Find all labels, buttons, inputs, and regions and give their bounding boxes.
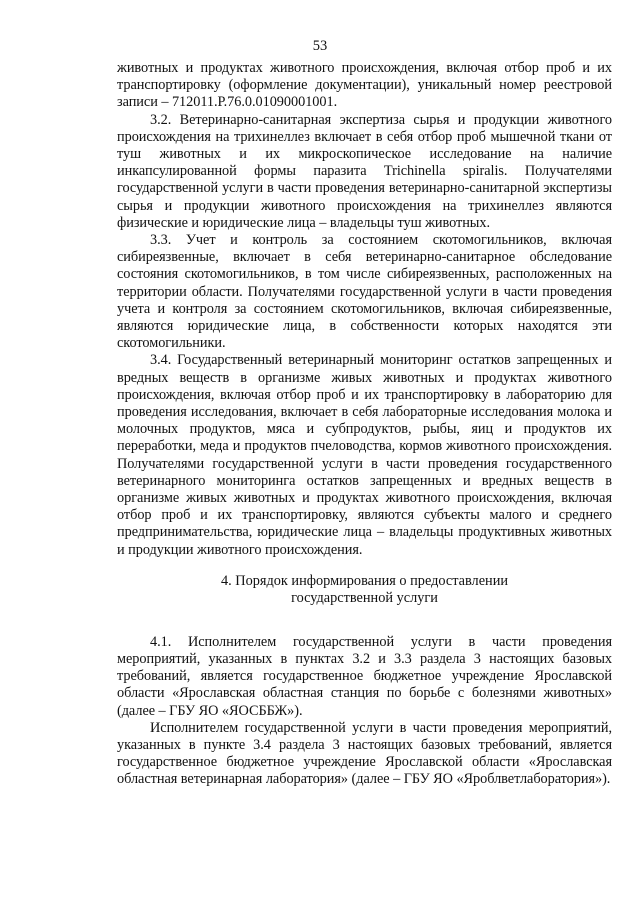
paragraph-4-1: 4.1. Исполнителем государственной услуги в части проведения мероприятий, указанных в пунктах 3.2 и 3.3 раздела 3 настоящих базовых требований, является государственное бюджетное учреждение Ярославской области «Ярославская областная станция по борьбе с болезнями животных» (далее – ГБУ ЯО «ЯОСББЖ»). xyxy=(117,633,612,719)
section-heading xyxy=(117,573,612,608)
paragraph-3-4: 3.4. Государственный ветеринарный мониторинг остатков запрещенных и вредных веществ в организме живых животных и продуктах животного происхождения, включая отбор проб и их транспортировку в лабораторию для проведения исследования, включает в себя лабораторные исследования молока и молочных продуктов, мяса и субпродуктов, рыбы, яиц и продуктов их переработки, меда и продуктов пчеловодства, кормов животного происхождения. Получателями государственной услуги в части проведения государственного ветеринарного мониторинга остатков запрещенных и вредных веществ в организме живых животных и продуктах животного происхождения, включая отбор проб и их транспортировку, являются субъекты малого и среднего предпринимательства, юридические лица – владельцы продуктивных животных и продукции животного происхождения. xyxy=(117,352,612,558)
section-heading-line-1: 4. Порядок информирования о предоставлении xyxy=(220,572,508,589)
paragraph-continuation: животных и продуктах животного происхождения, включая отбор проб и их транспортировку (оформление документации), уникальный номер реестровой записи – 712011.Р.76.0.01090001001. xyxy=(117,60,612,111)
paragraph-4-1-continued: Исполнителем государственной услуги в части проведения мероприятий, указанных в пункте 3.4 раздела 3 настоящих базовых требований, является государственное бюджетное учреждение Ярославской области «Ярославская областная ветеринарная лаборатория» (далее – ГБУ ЯО «Яроблветлаборатория»). xyxy=(117,719,612,788)
page-number: 53 xyxy=(312,38,328,54)
heading-spacer xyxy=(117,608,612,634)
paragraph-3-2: 3.2. Ветеринарно-санитарная экспертиза сырья и продукции животного происхождения на трихинеллез включает в себя отбор проб мышечной ткани от туш животных и их микроскопическое исследование на наличие инкапсулированной формы паразита Trichinella spiralis. Получателями государственной услуги в части проведения ветеринарно-санитарной экспертизы сырья и продукции животного происхождения на трихинеллез являются физические и юридические лица – владельцы туш животных. xyxy=(117,111,612,231)
section-heading-line-2: государственной услуги xyxy=(291,590,438,607)
paragraph-3-3: 3.3. Учет и контроль за состоянием скотомогильников, включая сибиреязвенные, включает в себя ветеринарно-санитарное обследование состояния скотомогильников, в том числе сибиреязвенных, расположенных на территории области. Получателями государственной услуги в части проведения учета и контроля за состоянием скотомогильников, включая сибиреязвенные, являются юридические лица, в собственности которых находятся эти скотомогильники. xyxy=(117,232,612,352)
document-body xyxy=(117,60,612,789)
